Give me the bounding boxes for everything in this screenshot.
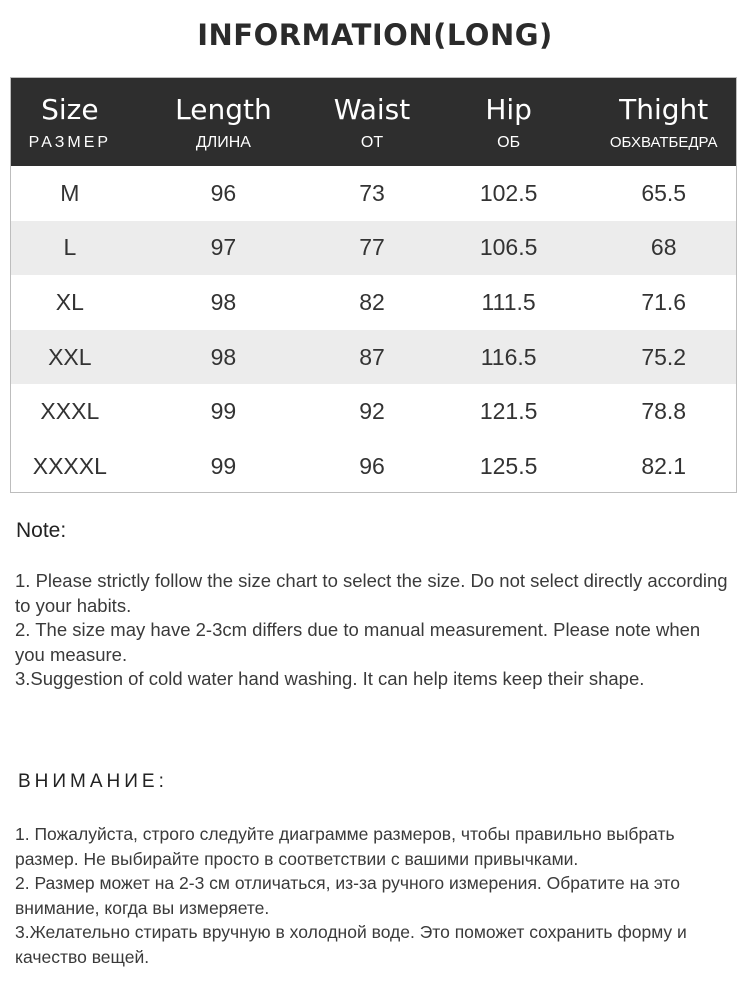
- length-cell: 98: [210, 288, 237, 315]
- waist-cell: 77: [359, 234, 385, 261]
- header-size-ru: РАЗМЕР: [28, 134, 112, 151]
- header-waist-ru: ОТ: [360, 134, 384, 151]
- header-hip: [426, 78, 592, 166]
- attention-item: 2. Размер может на 2-3 см отличаться, из-за ручного измерения. Обратите на это внимание, когда вы измеряете.: [15, 873, 680, 918]
- note-item: 2. The size may have 2-3cm differs due to manual measurement. Please note when you measure.: [15, 619, 701, 665]
- table-header: [11, 78, 736, 166]
- size-cell: M: [60, 179, 80, 206]
- table-row: [11, 221, 736, 276]
- attention-item: 3.Желательно стирать вручную в холодной воде. Это поможет сохранить форму и качество вещей.: [15, 922, 687, 967]
- header-waist-en: Waist: [333, 93, 411, 126]
- table-row: [11, 166, 736, 221]
- size-cell: XL: [55, 288, 84, 315]
- page-title: INFORMATION(LONG): [197, 18, 553, 52]
- hip-cell: 102.5: [479, 179, 538, 206]
- table-row: [11, 330, 736, 385]
- length-cell: 99: [210, 452, 237, 479]
- note-item: 1. Please strictly follow the size chart to select the size. Do not select directly according to your habits.: [15, 570, 728, 616]
- note-item: 3.Suggestion of cold water hand washing. It can help items keep their shape.: [15, 668, 645, 689]
- attention-list: [15, 822, 735, 969]
- header-size: [11, 78, 129, 166]
- length-cell: 97: [210, 234, 237, 261]
- header-size-en: Size: [41, 93, 99, 126]
- header-length-en: Length: [175, 93, 272, 126]
- hip-cell: 116.5: [480, 343, 537, 370]
- waist-cell: 73: [359, 179, 385, 206]
- hip-cell: 111.5: [481, 288, 536, 315]
- header-hip-ru: ОБ: [497, 134, 521, 151]
- size-cell: XXXXL: [32, 452, 107, 479]
- table-row: [11, 439, 736, 494]
- header-thigh-ru: ОБХВАТБЕДРА: [609, 134, 718, 151]
- header-thigh-en: Thight: [619, 93, 709, 126]
- header-length-ru: ДЛИНА: [195, 134, 251, 151]
- thigh-cell: 71.6: [641, 288, 687, 315]
- waist-cell: 96: [359, 452, 385, 479]
- header-waist: [318, 78, 426, 166]
- header-length: [129, 78, 318, 166]
- table-row: [11, 384, 736, 439]
- size-cell: XXL: [48, 343, 92, 370]
- thigh-cell: 78.8: [641, 398, 687, 425]
- note-list: [15, 569, 730, 692]
- hip-cell: 106.5: [479, 234, 538, 261]
- attention-heading: ВНИМАНИЕ:: [18, 771, 168, 792]
- thigh-cell: 75.2: [641, 343, 687, 370]
- thigh-cell: 68: [650, 234, 677, 261]
- thigh-cell: 65.5: [641, 179, 687, 206]
- header-thigh: [591, 78, 736, 166]
- header-hip-en: Hip: [485, 93, 532, 126]
- table-row: [11, 275, 736, 330]
- waist-cell: 82: [359, 288, 385, 315]
- note-heading: Note:: [16, 519, 67, 542]
- waist-cell: 92: [359, 398, 385, 425]
- size-cell: XXXL: [40, 398, 100, 425]
- length-cell: 98: [210, 343, 237, 370]
- waist-cell: 87: [359, 343, 385, 370]
- attention-item: 1. Пожалуйста, строго следуйте диаграмме размеров, чтобы правильно выбрать размер. Не выбирайте просто в соответствии с вашими привычками.: [15, 824, 675, 869]
- hip-cell: 125.5: [479, 452, 538, 479]
- hip-cell: 121.5: [479, 398, 538, 425]
- size-table: [10, 77, 737, 493]
- length-cell: 96: [210, 179, 237, 206]
- size-cell: L: [63, 234, 77, 261]
- length-cell: 99: [210, 398, 237, 425]
- thigh-cell: 82.1: [641, 452, 687, 479]
